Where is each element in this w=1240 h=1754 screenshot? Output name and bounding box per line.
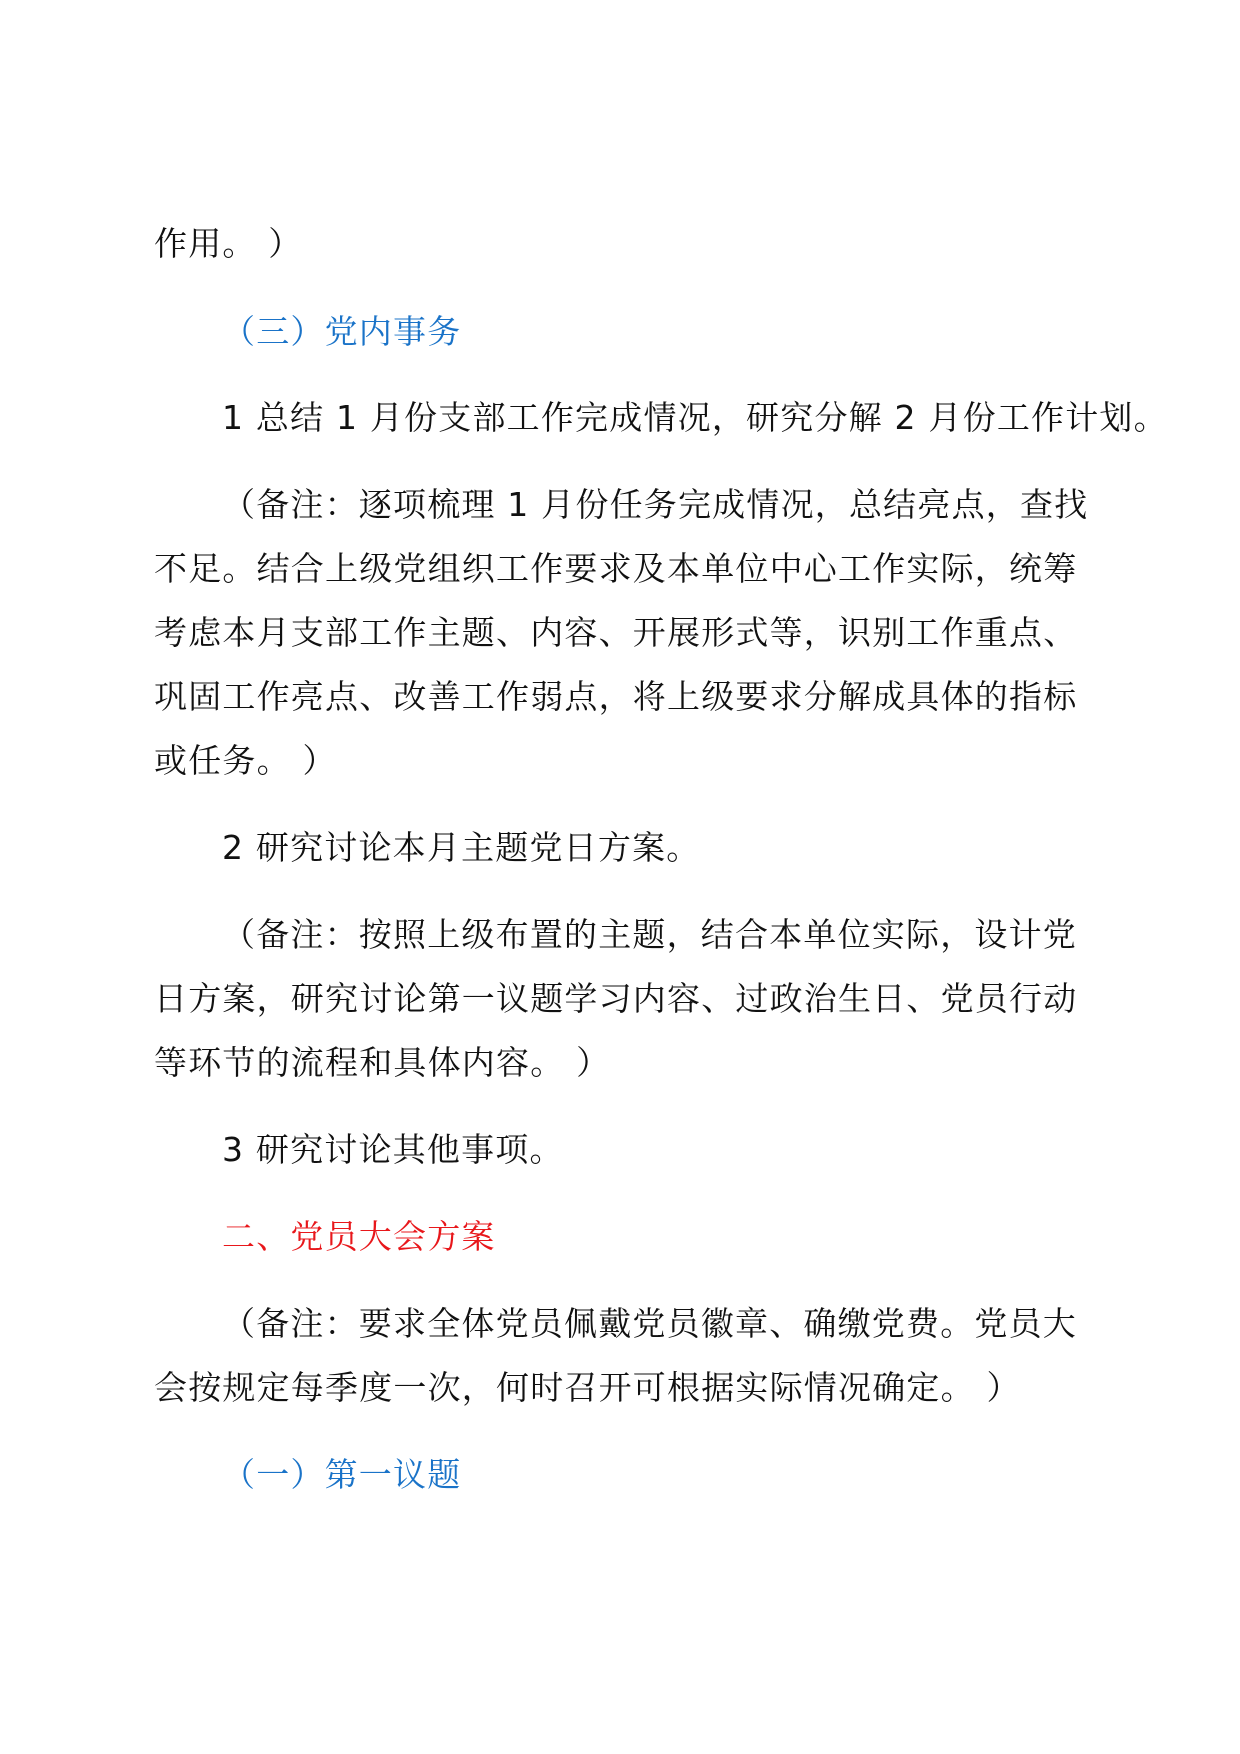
congress-note-line-1: （备注：要求全体党员佩戴党员徽章、确缴党费。党员大 (222, 1304, 1077, 1343)
section-heading-party-congress: 二、党员大会方案 (222, 1217, 496, 1256)
item-2-note-line-3: 等环节的流程和具体内容。 ） (154, 1043, 611, 1082)
item-1-note-line-3: 考虑本月支部工作主题、内容、开展形式等，识别工作重点、 (154, 613, 1078, 652)
subheading-first-topic: （一）第一议题 (222, 1455, 462, 1494)
item-1-note-line-1: （备注：逐项梳理 1 月份任务完成情况，总结亮点，查找 (222, 485, 1089, 524)
item-1-title: 1 总结 1 月份支部工作完成情况，研究分解 2 月份工作计划。 (222, 398, 1168, 437)
item-1-note-line-2: 不足。结合上级党组织工作要求及本单位中心工作实际，统筹 (154, 549, 1078, 588)
congress-note-line-2: 会按规定每季度一次，何时召开可根据实际情况确定。 ） (154, 1368, 1021, 1407)
section-heading-party-affairs: （三）党内事务 (222, 312, 462, 351)
item-2-note-line-1: （备注：按照上级布置的主题，结合本单位实际，设计党 (222, 915, 1077, 954)
paragraph-tail: 作用。 ） (154, 224, 303, 263)
item-1-note-line-5: 或任务。 ） (154, 741, 337, 780)
item-2-note-line-2: 日方案，研究讨论第一议题学习内容、过政治生日、党员行动 (154, 979, 1078, 1018)
item-2-title: 2 研究讨论本月主题党日方案。 (222, 828, 701, 867)
item-1-note-line-4: 巩固工作亮点、改善工作弱点，将上级要求分解成具体的指标 (154, 677, 1078, 716)
item-3-title: 3 研究讨论其他事项。 (222, 1130, 564, 1169)
